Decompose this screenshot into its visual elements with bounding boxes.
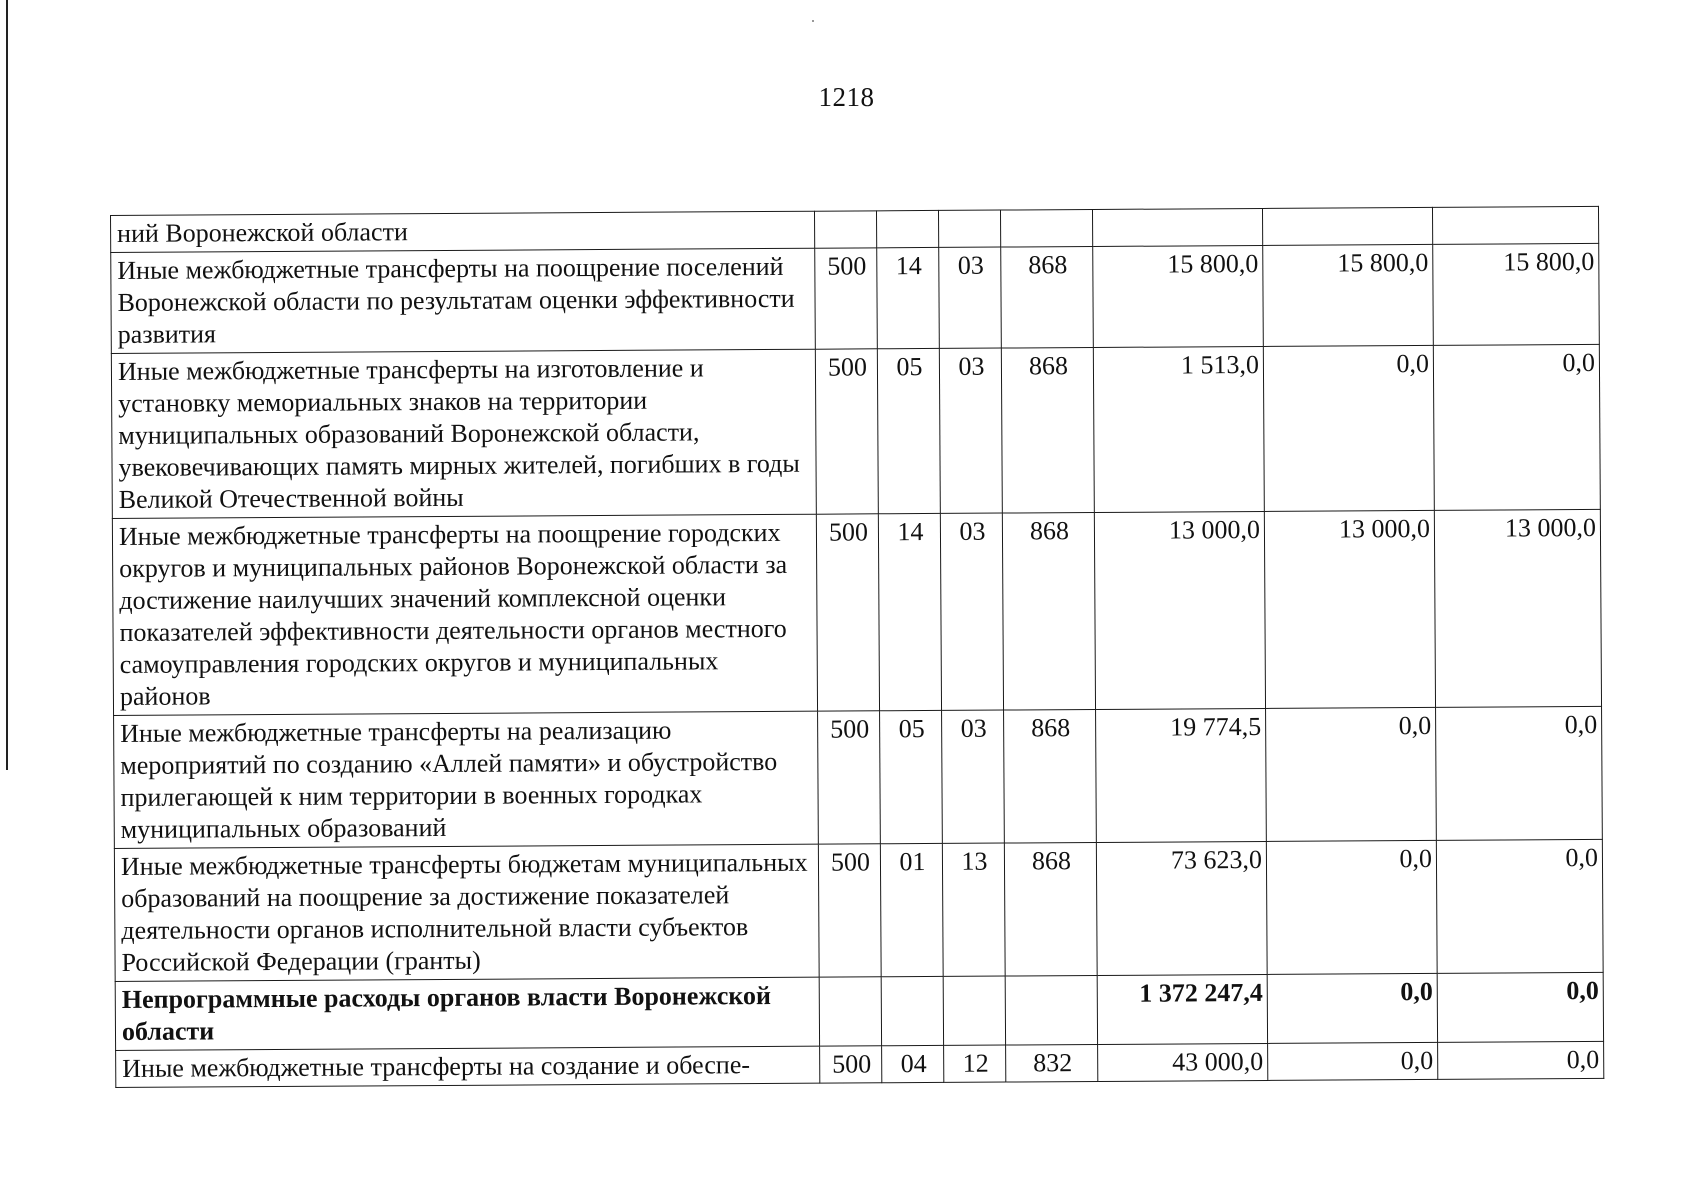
sum-2: 0,0 (1268, 1042, 1438, 1080)
sum-3: 0,0 (1436, 706, 1603, 840)
sum-2: 15 800,0 (1263, 244, 1434, 346)
sum-3: 0,0 (1438, 1041, 1604, 1079)
code-b: 04 (882, 1045, 944, 1082)
page-number: 1218 (818, 82, 875, 112)
sum-1: 43 000,0 (1098, 1043, 1268, 1081)
code-b: 14 (877, 247, 940, 348)
code-a: 500 (815, 349, 878, 514)
row-name: Иные межбюджетные трансферты на поощрение поселений Воронежской области по результатам оценки эффективности развития (111, 248, 816, 353)
code-c: 03 (942, 710, 1005, 843)
sum-1: 73 623,0 (1096, 841, 1267, 975)
budget-table (110, 206, 1604, 1088)
code-b (876, 210, 938, 247)
sum-3: 15 800,0 (1433, 243, 1600, 345)
row-name: Иные межбюджетные трансферты на изготовление и установку мемориальных знаков на территории муниципальных образований Воронежской области, увековечивающих память мирных жителей, погибших в годы Великой Отечественной войны (111, 349, 816, 518)
scan-speck (812, 20, 814, 22)
row-name: Иные межбюджетные трансферты на создание и обеспе- (116, 1046, 820, 1087)
sum-1: 13 000,0 (1094, 511, 1265, 709)
code-c: 03 (939, 247, 1002, 348)
code-b: 05 (880, 710, 943, 843)
sum-2: 0,0 (1266, 707, 1437, 841)
sum-2: 0,0 (1267, 973, 1437, 1043)
code-b: 05 (877, 348, 940, 513)
code-a: 500 (815, 248, 878, 349)
code-c: 03 (939, 348, 1002, 513)
row-name: Иные межбюджетные трансферты на реализацию мероприятий по созданию «Аллей памяти» и обустройство прилегающей к ним территории в военных городках муниципальных образований (114, 711, 819, 848)
code-d (1000, 209, 1092, 247)
sum-1 (1092, 208, 1262, 246)
scan-edge-line (6, 0, 8, 770)
code-a (819, 977, 881, 1046)
code-c: 12 (944, 1045, 1006, 1082)
sum-1: 1 372 247,4 (1097, 974, 1267, 1044)
code-a (814, 211, 876, 248)
budget-table-body (111, 206, 1604, 1087)
table-row (111, 344, 1600, 518)
table-row (114, 706, 1603, 848)
sum-3: 13 000,0 (1434, 509, 1601, 707)
code-b: 14 (878, 513, 941, 710)
sum-1: 1 513,0 (1093, 346, 1264, 512)
sum-1: 19 774,5 (1096, 708, 1267, 842)
sum-3: 0,0 (1436, 839, 1603, 973)
code-b (881, 976, 943, 1045)
sum-3: 0,0 (1433, 344, 1600, 510)
code-d: 832 (1006, 1044, 1098, 1082)
code-d (1005, 975, 1097, 1045)
code-c (938, 210, 1000, 247)
table-row (116, 1041, 1604, 1087)
table-row (111, 243, 1600, 353)
sum-3: 0,0 (1437, 972, 1603, 1042)
code-d: 868 (1004, 842, 1097, 976)
code-c: 03 (940, 513, 1003, 710)
code-a: 500 (818, 844, 881, 977)
code-a: 500 (818, 711, 881, 844)
row-name: Иные межбюджетные трансферты на поощрение городских округов и муниципальных районов Воронежской области за достижение наилучших значений комплексной оценки показателей эффективности деятельности органов местного самоуправления городских округов и муниципальных районов (112, 514, 817, 715)
sum-2 (1262, 207, 1432, 245)
sum-3 (1432, 206, 1598, 244)
code-a: 500 (816, 514, 879, 711)
code-a: 500 (820, 1046, 882, 1083)
row-name: Непрограммные расходы органов власти Воронежской области (115, 977, 819, 1050)
row-name: ний Воронежской области (111, 211, 815, 252)
code-d: 868 (1001, 246, 1094, 348)
sum-2: 13 000,0 (1264, 510, 1435, 708)
code-d: 868 (1001, 347, 1094, 513)
table-row-subtotal (115, 972, 1603, 1050)
sum-2: 0,0 (1266, 840, 1437, 974)
row-name: Иные межбюджетные трансферты бюджетам муниципальных образований на поощрение за достижение показателей деятельности органов исполнительной власти субъектов Российской Федерации (гранты) (114, 844, 819, 981)
code-d: 868 (1004, 709, 1097, 843)
code-b: 01 (880, 843, 943, 976)
code-c (943, 976, 1005, 1045)
table-row (112, 509, 1601, 715)
table-row (114, 839, 1603, 981)
sum-2: 0,0 (1263, 345, 1434, 511)
sum-1: 15 800,0 (1093, 245, 1264, 347)
code-d: 868 (1002, 512, 1095, 710)
code-c: 13 (942, 843, 1005, 976)
